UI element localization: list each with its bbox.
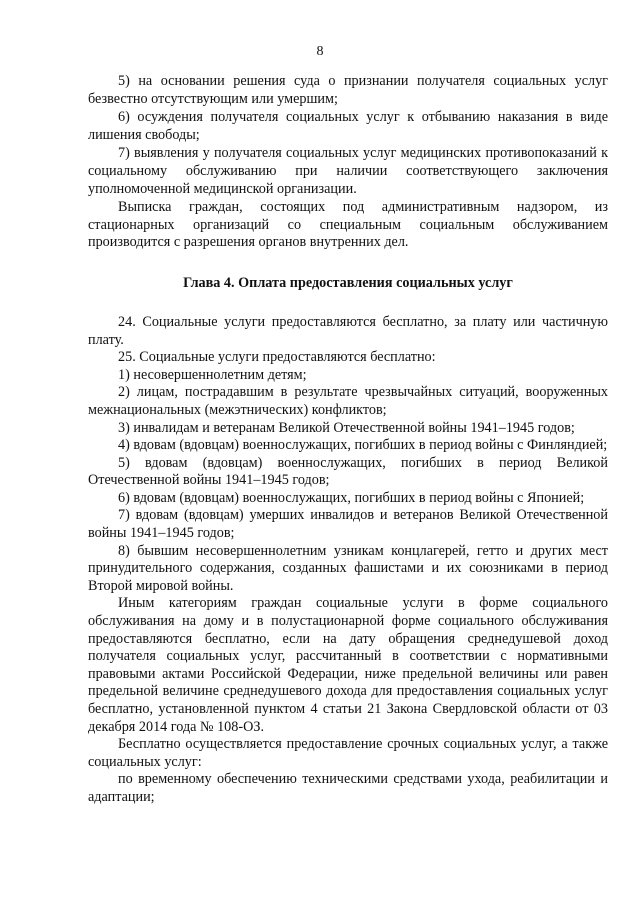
list-item: 2) лицам, пострадавшим в результате чрезвычайных ситуаций, вооруженных межнациональных (межэтнических) конфликтов; [88,384,608,418]
paragraph: 25. Социальные услуги предоставляются бесплатно: [118,349,436,366]
paragraph: 6) осуждения получателя социальных услуг к отбыванию наказания в виде лишения свободы; [88,109,608,143]
paragraph: Иным категориям граждан социальные услуги в форме социального обслуживания на дому и в полустационарной форме социального обслуживания предоставляются бесплатно, если на дату обращения среднедушевой доход получателя социальных услуг, рассчитанный в соответствии с нормативными правовыми актами Российской Федерации, ниже предельной величины или равен предельной величине среднедушевого дохода для предоставления социальных услуг бесплатно, установленной пунктом 4 статьи 21 Закона Свердловской области от 03 декабря 2014 года № 108-ОЗ. [88,595,608,735]
list-item: 4) вдовам (вдовцам) военнослужащих, погибших в период войны с Финляндией; [118,437,608,454]
paragraph: 7) выявления у получателя социальных услуг медицинских противопоказаний к социальному обслуживанию при наличии соответствующего заключения уполномоченной медицинской организации. [88,145,608,197]
paragraph: по временному обеспечению техническими средствами ухода, реабилитации и адаптации; [88,771,608,805]
page-number: 8 [316,44,324,59]
list-item: 1) несовершеннолетним детям; [118,366,307,383]
document-body [88,73,608,807]
paragraph: 24. Социальные услуги предоставляются бесплатно, за плату или частичную плату. [88,313,608,348]
paragraph: Выписка граждан, состоящих под административным надзором, из стационарных организаций со специальным социальным обслуживанием производится с разрешения органов внутренних дел. [88,199,608,251]
list-item: 8) бывшим несовершеннолетним узникам концлагерей, гетто и других мест принудительного содержания, созданных фашистами и их союзниками в период Второй мировой войны. [88,542,608,594]
list-item: 5) вдовам (вдовцам) военнослужащих, погибших в период Великой Отечественной войны 1941–1945 годов; [88,454,608,489]
paragraph: Бесплатно осуществляется предоставление срочных социальных услуг, а также социальных услуг: [88,736,608,770]
chapter-heading: Глава 4. Оплата предоставления социальных услуг [183,274,513,291]
list-item: 6) вдовам (вдовцам) военнослужащих, погибших в период войны с Японией; [118,489,585,506]
list-item: 3) инвалидам и ветеранам Великой Отечественной войны 1941–1945 годов; [118,419,575,436]
list-item: 7) вдовам (вдовцам) умерших инвалидов и ветеранов Великой Отечественной войны 1941–1945 годов; [88,507,608,542]
paragraph: 5) на основании решения суда о признании получателя социальных услуг безвестно отсутствующим или умершим; [88,73,608,107]
